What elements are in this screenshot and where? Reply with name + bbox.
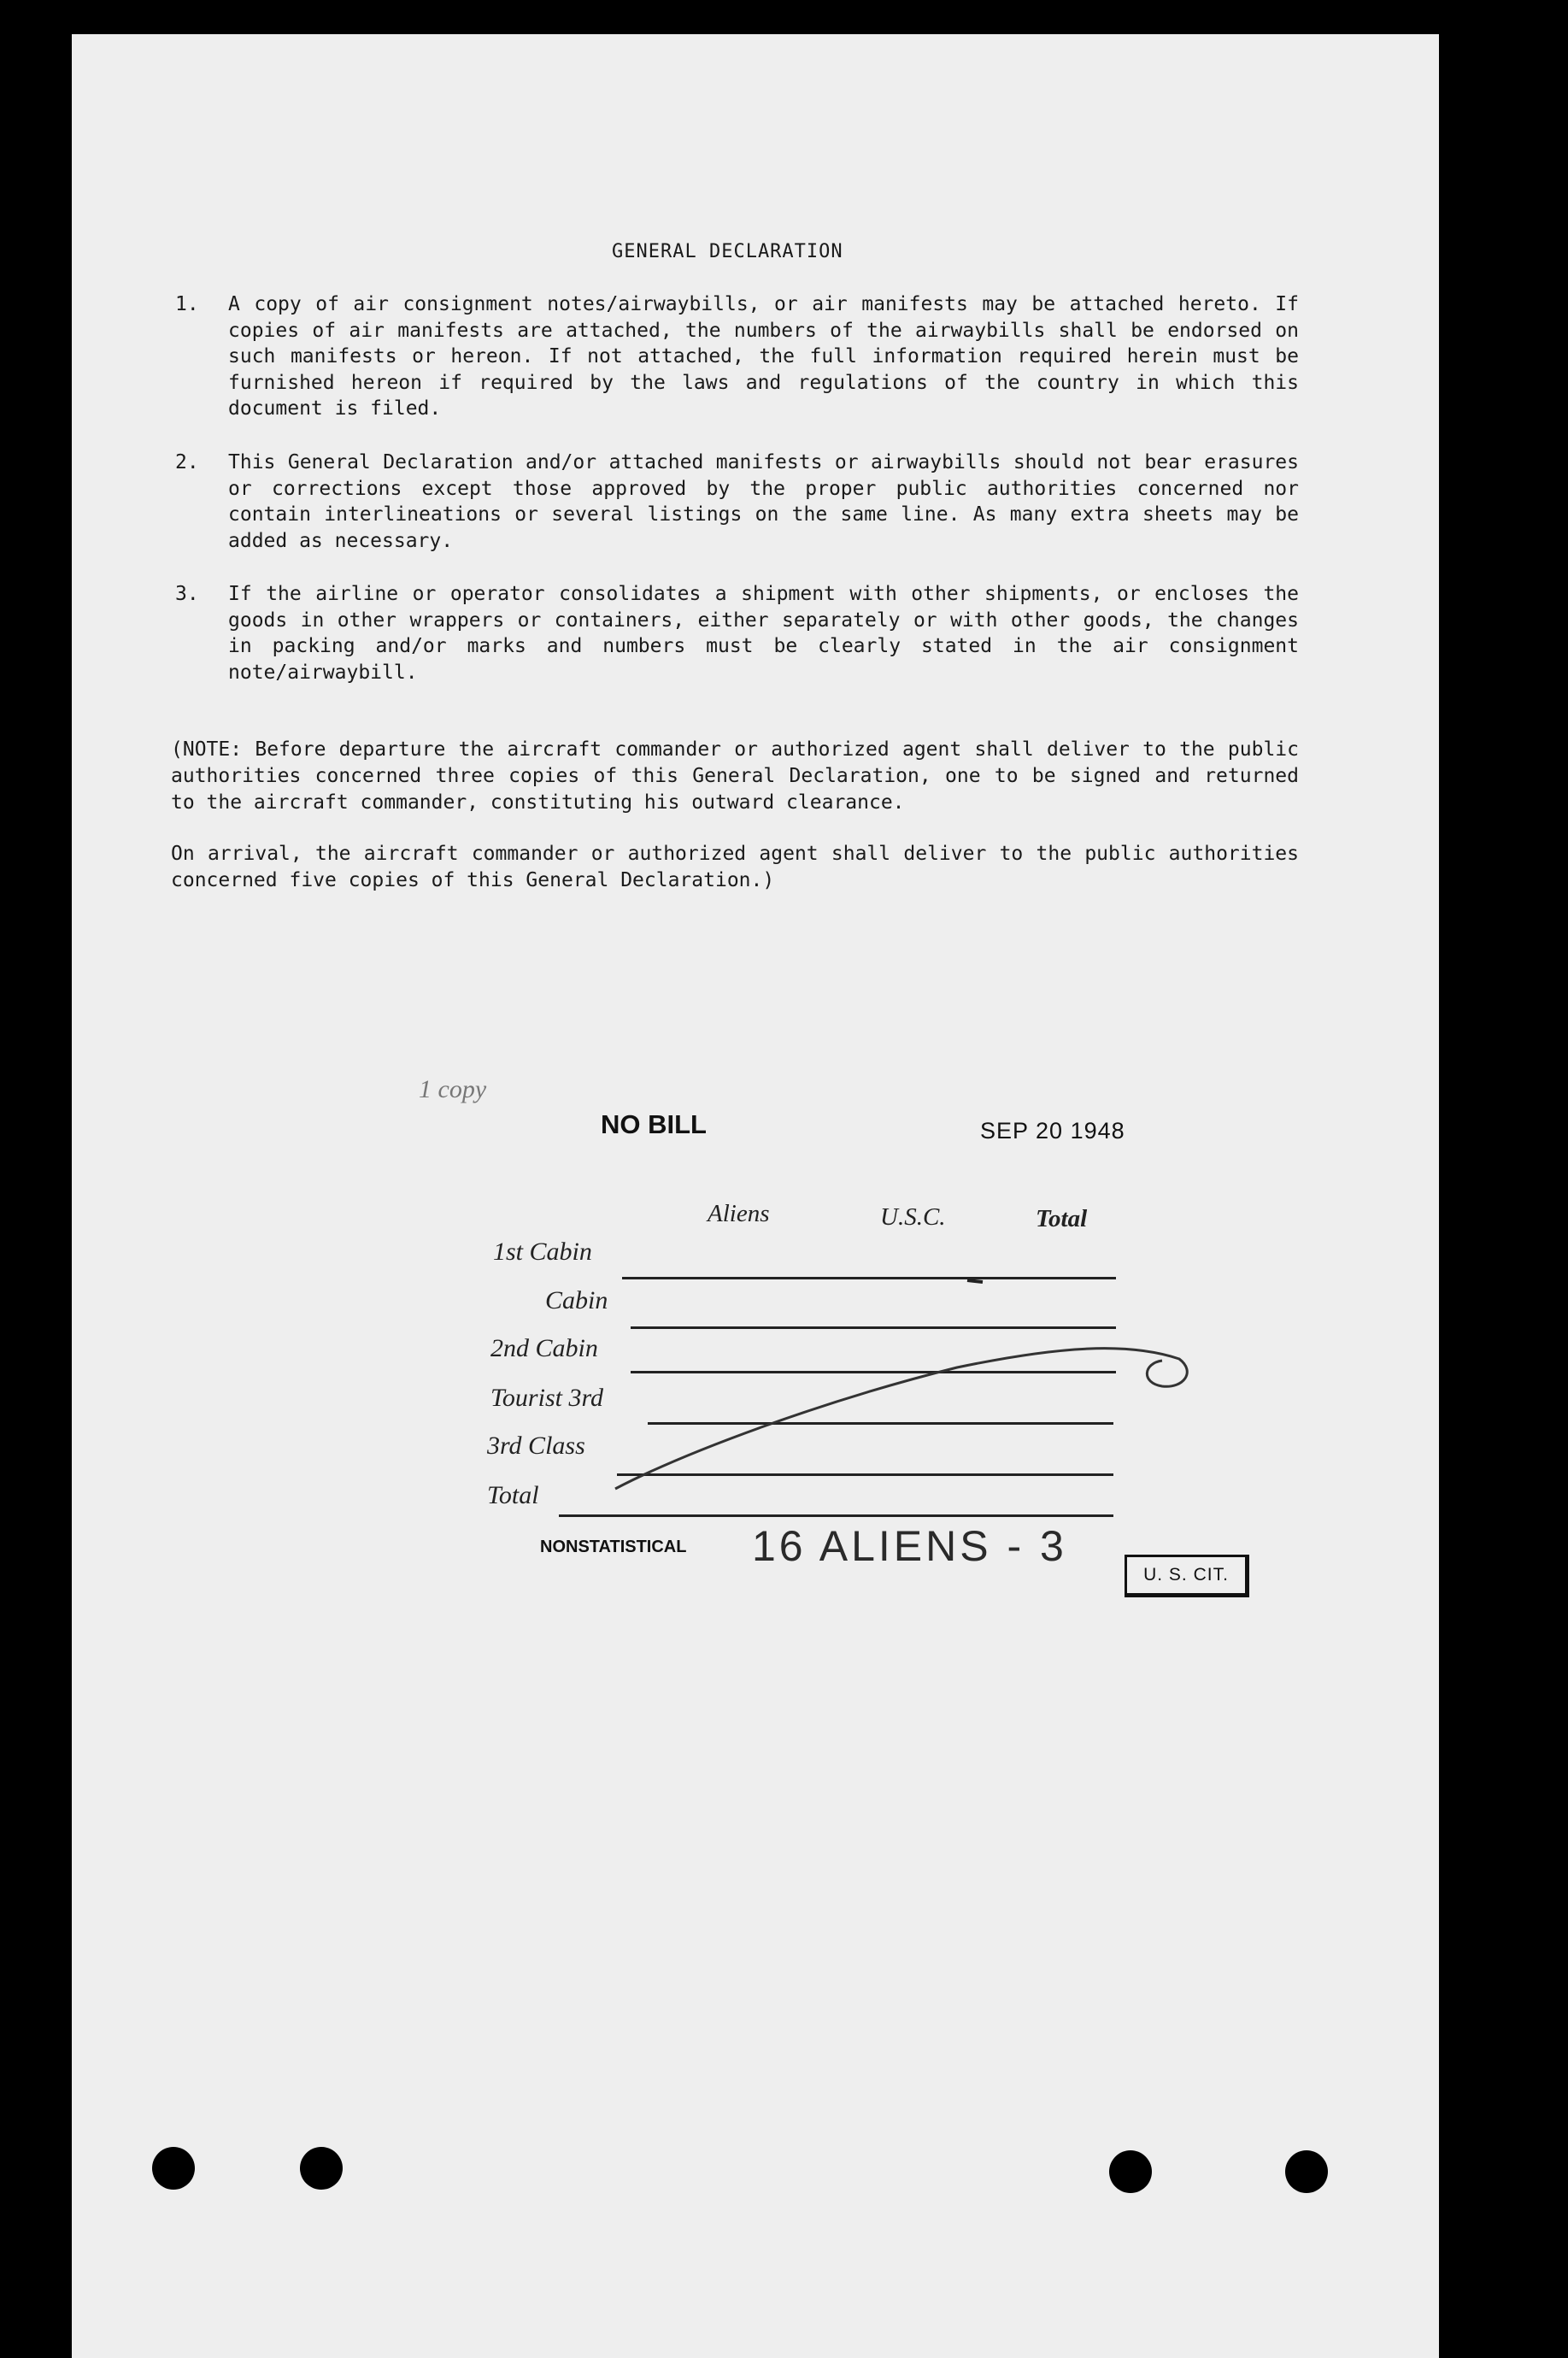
column-usc: U.S.C. — [880, 1203, 946, 1231]
paragraph-number: 1. — [175, 293, 199, 315]
paragraph-number: 3. — [175, 583, 199, 605]
punch-hole — [152, 2147, 195, 2190]
date-stamp: SEP 20 1948 — [980, 1118, 1125, 1144]
punch-hole — [300, 2147, 343, 2190]
row-label: 2nd Cabin — [490, 1334, 598, 1362]
no-bill-stamp: NO BILL — [601, 1109, 707, 1139]
punch-hole — [1285, 2150, 1328, 2193]
row-label: 1st Cabin — [493, 1238, 592, 1266]
row-label: 3rd Class — [487, 1432, 585, 1460]
punch-hole — [1109, 2150, 1152, 2193]
row-label: Cabin — [545, 1286, 608, 1314]
margin-note: 1 copy — [419, 1075, 487, 1103]
nonstatistical-label: NONSTATISTICAL — [540, 1538, 687, 1556]
us-citizen-box: U. S. CIT. — [1125, 1555, 1249, 1597]
note-paragraph: (NOTE: Before departure the aircraft commander or authorized agent shall deliver to the public authorities concerned three copies of this General Declaration, one to be signed and returned to the aircraft commander, constituting his outward clearance. — [171, 738, 1299, 814]
document-title: GENERAL DECLARATION — [612, 241, 843, 262]
handwritten-count: 16 ALIENS - 3 — [752, 1522, 1067, 1570]
paragraph-number: 2. — [175, 451, 199, 473]
paragraph-text: This General Declaration and/or attached manifests or airwaybills should not bear erasures or corrections except those approved by the proper public authorities concerned nor contain interlineations or several listings on the same line. As many extra sheets may be added as necessary. — [228, 451, 1299, 552]
paragraph-text: If the airline or operator consolidates a shipment with other shipments, or encloses the goods in other wrappers or containers, either separately or with other goods, the changes in packing and/or marks and numbers must be clearly stated in the air consignment note/airwaybill. — [228, 583, 1299, 684]
column-aliens: Aliens — [708, 1200, 770, 1227]
row-label: Total — [487, 1481, 539, 1509]
row-label: Tourist 3rd — [490, 1384, 604, 1412]
paragraph-text: A copy of air consignment notes/airwaybills, or air manifests may be attached hereto. If copies of air manifests are attached, the numbers of the airwaybills shall be endorsed on such manifests or hereon. If not attached, the full information required herein must be furnished hereon if required by the laws and regulations of the country in which this document is filed. — [228, 293, 1299, 420]
arrival-paragraph: On arrival, the aircraft commander or authorized agent shall deliver to the public authorities concerned five copies of this General Declaration.) — [171, 843, 1299, 891]
column-total: Total — [1036, 1205, 1088, 1232]
